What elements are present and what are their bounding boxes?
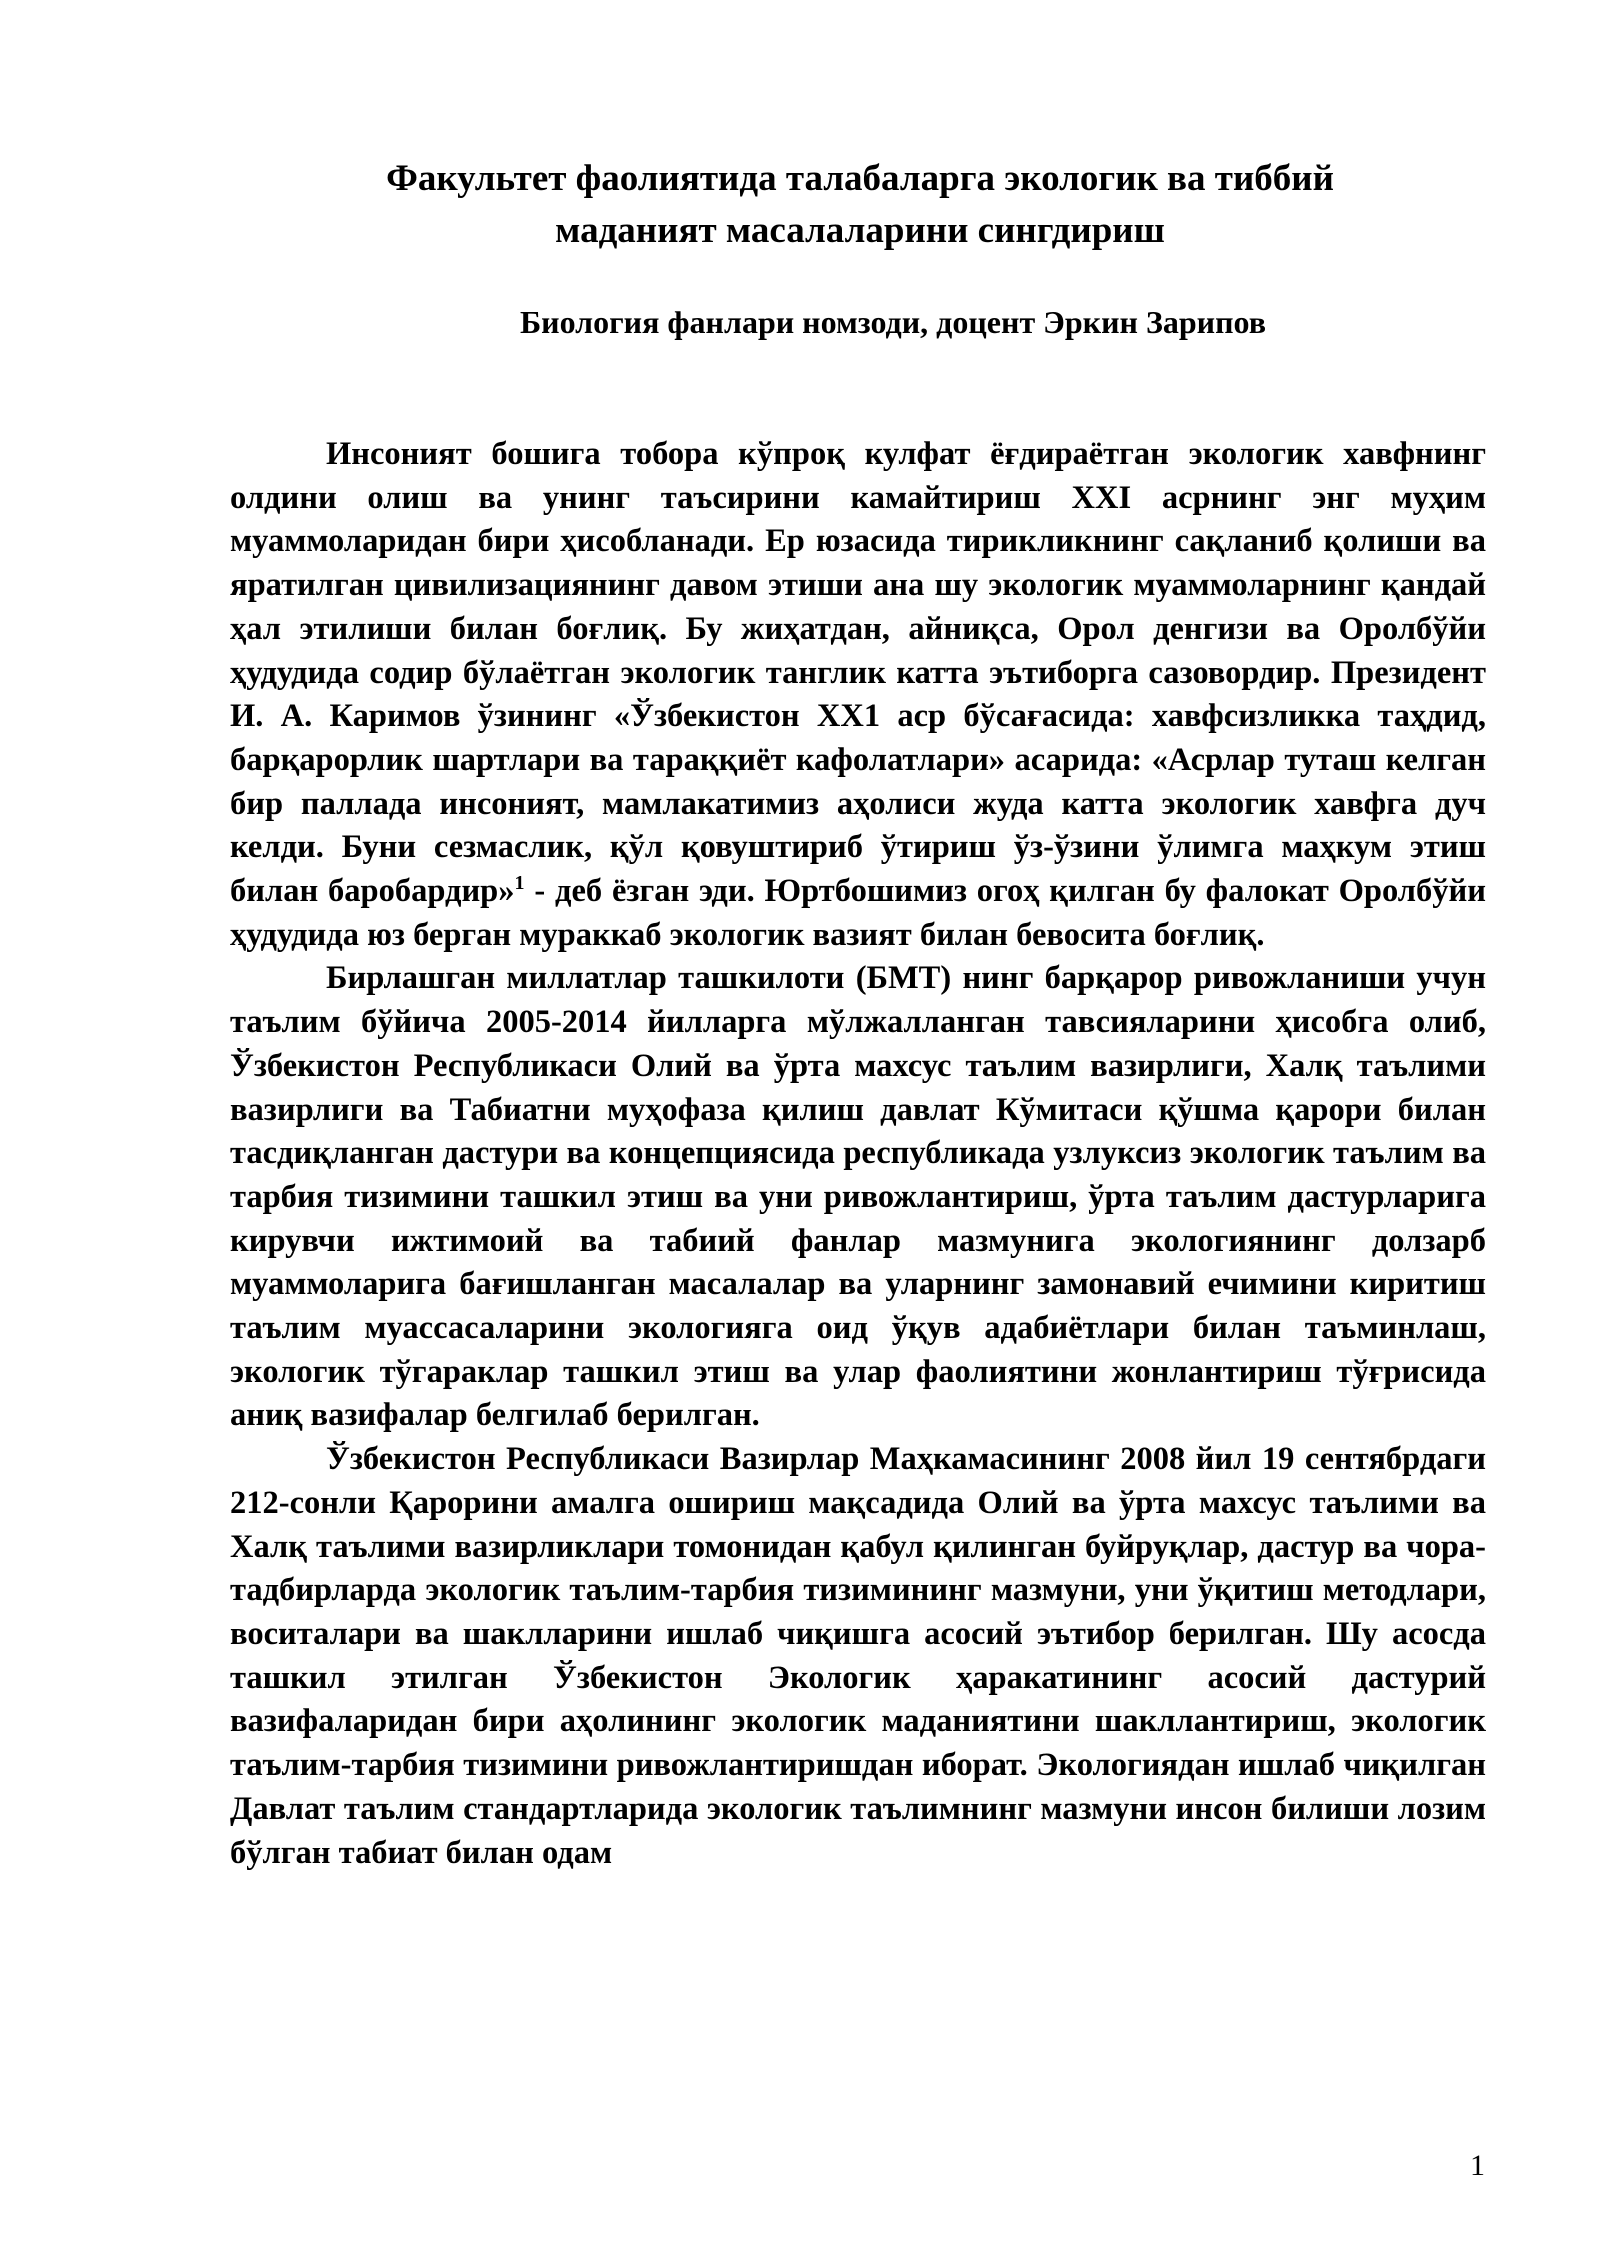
title-line-1: Факультет фаолиятида талабаларга экологик ва тиббий [386, 158, 1334, 199]
paragraph-1 [230, 433, 1486, 957]
author-line: Биология фанлари номзоди, доцент Эркин Зарипов [520, 304, 1267, 340]
title-line-2: маданият масалаларини сингдириш [555, 210, 1165, 251]
paragraph-1-continuation: - деб ёзган эди. Юртбошимиз огоҳ қилган бу фалокат Оролбўйи ҳудудида юз берган мураккаб экологик вазият билан бевосита боғлиқ. [230, 873, 1486, 953]
page-number: 1 [1470, 2149, 1485, 2182]
document-body [230, 433, 1486, 1875]
paragraph-2: Бирлашган миллатлар ташкилоти (БМТ) нинг барқарор ривожланиши учун таълим бўйича 2005-2014 йилларга мўлжалланган тавсияларини ҳисобга олиб, Ўзбекистон Республикаси Олий ва ўрта махсус таълим вазирлиги, Халқ таълими вазирлиги ва Табиатни муҳофаза қилиш давлат Кўмитаси қўшма қарори билан тасдиқланган дастури ва концепциясида республикада узлуксиз экологик таълим ва тарбия тизимини ташкил этиш ва уни ривожлантириш, ўрта таълим дастурларига кирувчи ижтимоий ва табиий фанлар мазмунига экологиянинг долзарб муаммоларига бағишланган масалалар ва уларнинг замонавий ечимини киритиш таълим муассасаларини экологияга оид ўқув адабиётлари билан таъминлаш, экологик тўгараклар ташкил этиш ва улар фаолиятини жонлантириш тўғрисида аниқ вазифалар белгилаб берилган. [230, 960, 1486, 1434]
document-title [230, 153, 1490, 257]
paragraph-3: Ўзбекистон Республикаси Вазирлар Маҳкамасининг 2008 йил 19 сентябрдаги 212-сонли Қарорини амалга ошириш мақсадида Олий ва ўрта махсус таълими ва Халқ таълими вазирликлари томонидан қабул қилинган буйруқлар, дастур ва чора-тадбирларда экологик таълим-тарбия тизимининг мазмуни, уни ўқитиш методлари, воситалари ва шаклларини ишлаб чиқишга асосий эътибор берилган. Шу асосда ташкил этилган Ўзбекистон Экологик ҳаракатининг асосий дастурий вазифаларидан бири аҳолининг экологик маданиятини шакллантириш, экологик таълим-тарбия тизимини ривожлантиришдан иборат. Экологиядан ишлаб чиқилган Давлат таълим стандартларида экологик таълимнинг мазмуни инсон билиши лозим бўлган табиат билан одам [230, 1441, 1486, 1871]
footnote-marker: 1 [514, 872, 525, 895]
paragraph-1-text: Инсоният бошига тобора кўпроқ кулфат ёғдираётган экологик хавфнинг олдини олиш ва унинг таъсирини камайтириш XXI асрнинг энг муҳим муаммоларидан бири ҳисобланади. Ер юзасида тирикликнинг сақланиб қолиши ва яратилган цивилизациянинг давом этиши ана шу экологик муаммоларнинг қандай ҳал этилиши билан боғлиқ. Бу жиҳатдан, айниқса, Орол денгизи ва Оролбўйи ҳудудида содир бўлаётган экологик танглик катта эътиборга сазовордир. Президент И. А. Каримов ўзининг «Ўзбекистон ХХ1 аср бўсағасида: хавфсизликка таҳдид, барқарорлик шартлари ва тараққиёт кафолатлари» асарида: «Асрлар туташ келган бир паллада инсоният, мамлакатимиз аҳолиси жуда катта экологик хавфга дуч келди. Буни сезмаслик, қўл қовуштириб ўтириш ўз-ўзини ўлимга маҳкум этиш билан баробардир» [230, 436, 1486, 910]
